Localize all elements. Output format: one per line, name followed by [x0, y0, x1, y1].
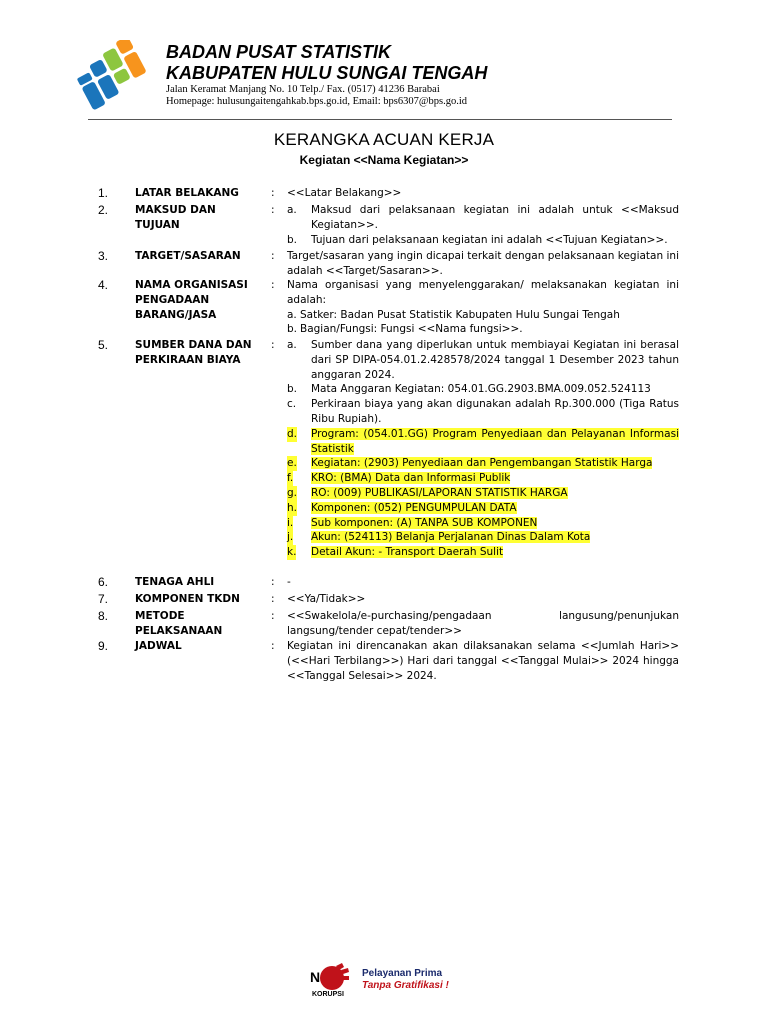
list-item-text: Satker: Badan Pusat Statistik Kabupaten Hulu Sungai Tengah	[300, 308, 620, 321]
list-item-text: Perkiraan biaya yang akan digunakan adalah Rp.300.000 (Tiga Ratus Ribu Rupiah).	[311, 398, 679, 425]
list-marker: j.	[287, 531, 294, 544]
list-item-highlighted	[287, 545, 679, 560]
list-marker: b.	[287, 383, 298, 396]
section-label: METODE PELAKSANAAN	[135, 610, 223, 637]
section-label: JADWAL	[135, 640, 182, 652]
section-number: 3.	[98, 249, 109, 263]
list-item-text: Bagian/Fungsi: Fungsi <<Nama fungsi>>.	[300, 323, 523, 336]
section-number: 6.	[98, 575, 109, 589]
section-text: <<Swakelola/e-purchasing/pengadaan langusung/penunjukan langsung/tender cepat/tender>>	[287, 610, 679, 637]
list-item	[287, 233, 679, 248]
list-item-text: Akun: (524113) Belanja Perjalanan Dinas Dalam Kota	[311, 531, 591, 544]
list-item	[287, 308, 679, 323]
list-item-highlighted	[287, 456, 679, 471]
section-colon: :	[271, 640, 275, 652]
list-item-highlighted	[287, 530, 679, 545]
section-colon: :	[271, 593, 275, 605]
section-colon: :	[271, 187, 275, 199]
list-item	[287, 203, 679, 233]
list-marker: c.	[287, 398, 297, 411]
list-item	[287, 338, 679, 382]
section-colon: :	[271, 250, 275, 262]
section-number: 8.	[98, 609, 109, 623]
section-number: 4.	[98, 278, 109, 292]
list-marker: b.	[287, 323, 298, 336]
section-label: TENAGA AHLI	[135, 576, 215, 588]
list-item-text: KRO: (BMA) Data dan Informasi Publik	[311, 472, 511, 485]
bps-logo-icon	[72, 40, 160, 112]
section-colon: :	[271, 610, 275, 622]
section-label: NAMA ORGANISASI PENGADAAN BARANG/JASA	[135, 279, 248, 321]
header-divider	[88, 119, 672, 120]
org-name-line1: BADAN PUSAT STATISTIK	[166, 42, 391, 62]
section-colon: :	[271, 339, 275, 351]
section-colon: :	[271, 576, 275, 588]
list-item-highlighted	[287, 516, 679, 531]
section-label: LATAR BELAKANG	[135, 187, 239, 199]
letterhead	[70, 38, 680, 118]
footer-badge	[308, 962, 468, 1002]
section-text: <<Ya/Tidak>>	[287, 593, 366, 605]
document-title: KERANGKA ACUAN KERJA	[273, 130, 495, 149]
list-marker: g.	[287, 486, 298, 499]
section-label: KOMPONEN TKDN	[135, 593, 240, 605]
org-homepage: Homepage: hulusungaitengahkab.bps.go.id, Email: bps6307@bps.go.id	[166, 96, 468, 107]
section-label: SUMBER DANA DAN PERKIRAAN BIAYA	[135, 339, 252, 366]
list-item-highlighted	[287, 471, 679, 486]
footer-logo-text: KORUPSI	[312, 991, 344, 998]
section-colon: :	[271, 204, 275, 216]
list-item-text: Tujuan dari pelaksanaan kegiatan ini adalah <<Tujuan Kegiatan>>.	[311, 233, 668, 246]
list-item-text: Kegiatan: (2903) Penyediaan dan Pengembangan Statistik Harga	[311, 457, 653, 470]
section-number: 5.	[98, 338, 109, 352]
section-text: <<Latar Belakang>>	[287, 187, 402, 199]
footer-tagline-1: Pelayanan Prima	[362, 968, 443, 979]
section-colon: :	[271, 279, 275, 291]
org-address: Jalan Keramat Manjang No. 10 Telp./ Fax. (0517) 41236 Barabai	[166, 84, 440, 95]
list-item	[287, 397, 679, 427]
list-item-text: Sub komponen: (A) TANPA SUB KOMPONEN	[311, 516, 538, 529]
list-marker: k.	[287, 546, 297, 559]
section-content	[287, 338, 679, 560]
section-intro-text: Nama organisasi yang menyelenggarakan/ melaksanakan kegiatan ini adalah:	[287, 279, 679, 306]
list-item-text: Sumber dana yang diperlukan untuk membiayai Kegiatan ini berasal dari SP DIPA-054.01.2.428578/2024 tanggal 1 Desember 2023 tahun anggaran 2024.	[311, 339, 679, 381]
section-text: Kegiatan ini direncanakan akan dilaksanakan selama <<Jumlah Hari>> (<<Hari Terbilang>>) Hari dari tanggal <<Tanggal Mulai>> 2024 hingga <<Tanggal Selesai>> 2024.	[287, 640, 679, 682]
footer-tagline-2: Tanpa Gratifikasi !	[362, 980, 449, 991]
list-item-text: RO: (009) PUBLIKASI/LAPORAN STATISTIK HARGA	[311, 486, 568, 499]
org-name-line2: KABUPATEN HULU SUNGAI TENGAH	[166, 63, 488, 83]
list-item-highlighted	[287, 427, 679, 457]
list-marker: a.	[287, 339, 297, 351]
list-marker: h.	[287, 501, 297, 514]
list-marker: b.	[287, 233, 298, 246]
list-marker: i.	[287, 516, 294, 529]
list-marker: a.	[287, 308, 297, 321]
svg-text:N: N	[310, 969, 321, 985]
section-text: -	[287, 576, 291, 588]
list-item-highlighted	[287, 486, 679, 501]
list-marker: d.	[287, 427, 298, 440]
list-item	[287, 382, 679, 397]
list-marker: e.	[287, 457, 297, 470]
section-content	[287, 278, 679, 337]
list-item-highlighted	[287, 501, 679, 516]
section-number: 7.	[98, 592, 109, 606]
list-marker: f.	[287, 472, 294, 485]
section-content	[287, 203, 679, 247]
section-number: 2.	[98, 203, 109, 217]
section-label: MAKSUD DAN TUJUAN	[135, 204, 216, 231]
list-item-text: Mata Anggaran Kegiatan: 054.01.GG.2903.BMA.009.052.524113	[311, 383, 651, 396]
list-item-text: Komponen: (052) PENGUMPULAN DATA	[311, 501, 517, 514]
section-text: Target/sasaran yang ingin dicapai terkait dengan pelaksanaan kegiatan ini adalah <<Target/Sasaran>>.	[287, 250, 679, 277]
section-number: 9.	[98, 639, 109, 653]
section-label: TARGET/SASARAN	[135, 250, 241, 262]
list-item	[287, 322, 679, 337]
list-marker: a.	[287, 204, 297, 216]
anti-corruption-logo-icon	[308, 962, 362, 998]
document-subtitle: Kegiatan <<Nama Kegiatan>>	[299, 153, 469, 167]
section-number: 1.	[98, 186, 109, 200]
list-item-text: Program: (054.01.GG) Program Penyediaan dan Pelayanan Informasi Statistik	[311, 427, 679, 455]
list-item-text: Detail Akun: - Transport Daerah Sulit	[311, 546, 504, 559]
list-item-text: Maksud dari pelaksanaan kegiatan ini adalah untuk <<Maksud Kegiatan>>.	[311, 204, 679, 231]
